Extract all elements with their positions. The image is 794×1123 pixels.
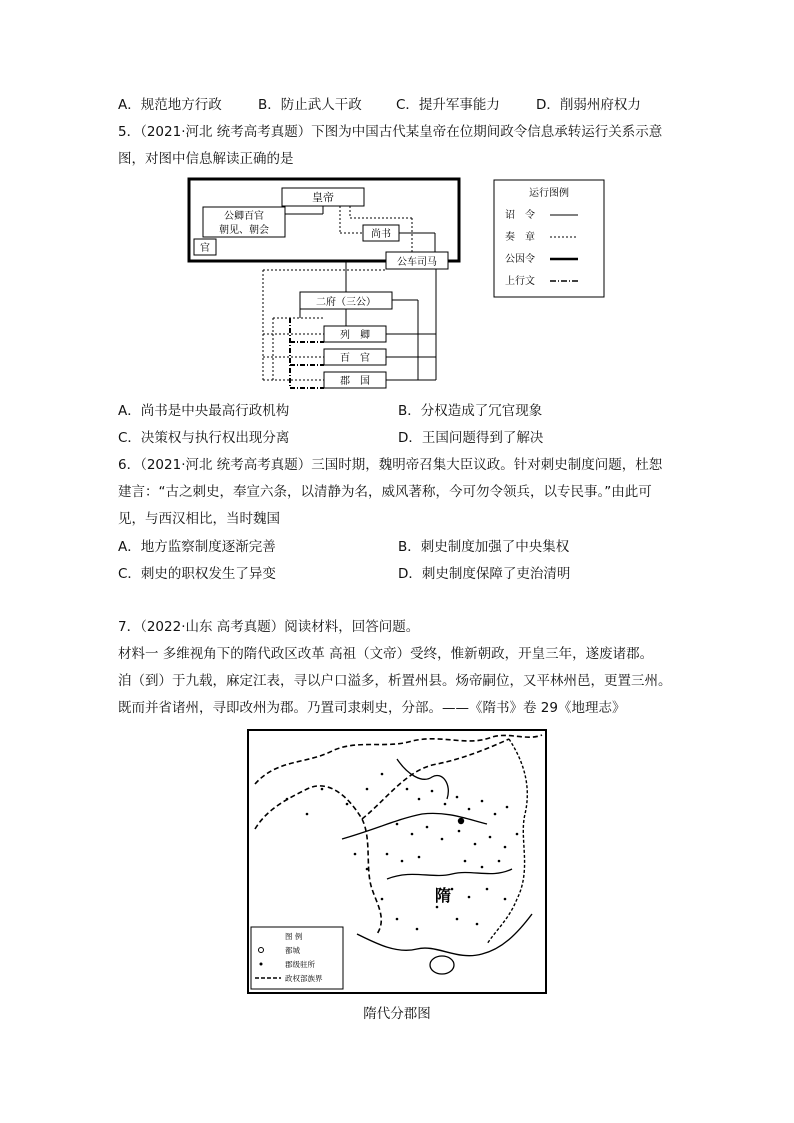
- junguo-label: 郡 国: [340, 376, 370, 387]
- map-legend-boundary: 政权部族界: [285, 974, 323, 983]
- q7-material-line2: 洎（到）于九载，麻定江表，寻以户口溢多，析置州县。炀帝嗣位，又平林州邑，更置三州。: [118, 673, 672, 689]
- lieqing-label: 列 卿: [340, 330, 370, 341]
- shangshu-label: 尚书: [371, 229, 391, 240]
- gongche-label: 公车司马: [397, 257, 437, 268]
- capital-marker: [458, 818, 464, 824]
- palace-label: 官: [200, 243, 210, 254]
- q6-option-a: A．地方监察制度逐渐完善: [118, 539, 276, 555]
- map-legend-seat: 郡级驻所: [285, 960, 315, 969]
- sui-map: [247, 729, 547, 994]
- q5-stem-line2: 图，对图中信息解读正确的是: [118, 151, 294, 167]
- q7-material-line3: 既而并省诸州，寻即改州为郡。乃置司隶刺史，分部。——《隋书》卷 29《地理志》: [118, 700, 626, 716]
- emperor-label: 皇帝: [312, 191, 334, 204]
- q7-material-line1: 材料一 多维视角下的隋代政区改革 高祖（文帝）受终，惟新朝政，开皇三年，遂废诸郡。: [118, 646, 654, 662]
- erfu-label: 二府（三公）: [316, 297, 376, 308]
- q6-stem-line1: 6．（2021·河北 统考高考真题）三国时期，魏明帝召集大臣议政。针对刺史制度问题，杜恕: [118, 457, 663, 473]
- q4-option-a: A．规范地方行政: [118, 97, 222, 113]
- q5-option-c: C．决策权与执行权出现分离: [118, 430, 290, 446]
- q4-option-b: B．防止武人干政: [258, 97, 362, 113]
- q6-option-b: B．刺史制度加强了中央集权: [398, 539, 570, 555]
- q5-stem-line1: 5．（2021·河北 统考高考真题）下图为中国古代某皇帝在位期间政令信息承转运行关系示意: [118, 124, 663, 140]
- court-officials-label1: 公卿百官: [224, 211, 264, 222]
- map-caption: 隋代分郡图: [363, 1006, 431, 1022]
- q4-option-d: D．削弱州府权力: [536, 97, 641, 113]
- q5-diagram: [0, 0, 794, 400]
- map-country-label: 隋: [435, 886, 452, 905]
- legend-title: 运行图例: [529, 188, 569, 199]
- baiguan-label: 百 官: [340, 353, 370, 364]
- court-officials-label2: 朝见、朝会: [219, 225, 269, 236]
- q6-stem-line3: 见，与西汉相比，当时魏国: [118, 511, 280, 527]
- legend-item-upward: 上行文: [505, 276, 535, 287]
- q6-option-d: D．刺史制度保障了吏治清明: [398, 566, 571, 582]
- q5-option-a: A．尚书是中央最高行政机构: [118, 403, 290, 419]
- map-legend-title: 图 例: [285, 932, 303, 941]
- q7-stem: 7．（2022·山东 高考真题）阅读材料，回答问题。: [118, 619, 420, 635]
- q6-stem-line2: 建言：“古之刺史，奉宣六条，以清静为名，威风著称，今可勿令领兵，以专民事。”由此可: [118, 484, 652, 500]
- q4-option-c: C．提升军事能力: [396, 97, 500, 113]
- legend-item-order: 公因令: [505, 254, 535, 265]
- q5-option-b: B．分权造成了冗官现象: [398, 403, 543, 419]
- legend-item-edict: 诏 令: [505, 210, 535, 221]
- legend-item-memorial: 奏 章: [505, 232, 535, 243]
- q5-option-d: D．王国问题得到了解决: [398, 430, 544, 446]
- map-legend-capital: 都城: [285, 946, 300, 955]
- q6-option-c: C．刺史的职权发生了异变: [118, 566, 276, 582]
